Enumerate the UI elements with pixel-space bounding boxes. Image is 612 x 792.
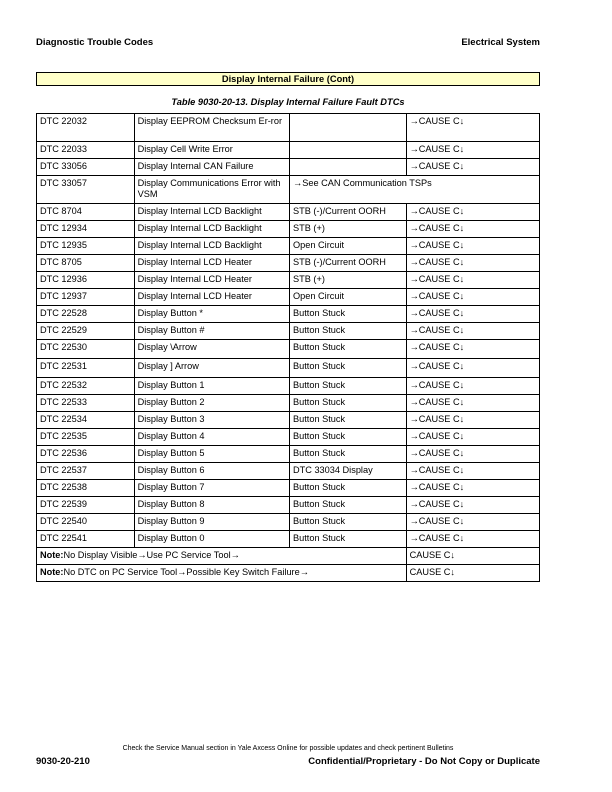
dtc-condition-cell: Open Circuit <box>290 238 407 255</box>
dtc-action-cell: →CAUSE C↓ <box>406 323 539 340</box>
table-row <box>37 142 540 159</box>
dtc-action-cell: →CAUSE C↓ <box>406 446 539 463</box>
dtc-condition-cell: STB (+) <box>290 272 407 289</box>
note-action-cell: CAUSE C↓ <box>406 548 539 565</box>
table-row <box>37 359 540 378</box>
dtc-code-cell: DTC 12937 <box>37 289 135 306</box>
dtc-action-cell: →CAUSE C↓ <box>406 306 539 323</box>
dtc-condition-cell: STB (-)/Current OORH <box>290 255 407 272</box>
dtc-description-cell: Display Button 4 <box>134 429 289 446</box>
table-row <box>37 497 540 514</box>
dtc-description-cell: Display EEPROM Checksum Er-ror <box>134 114 289 142</box>
note-row <box>37 565 540 582</box>
dtc-description-cell: Display Button 6 <box>134 463 289 480</box>
dtc-code-cell: DTC 33056 <box>37 159 135 176</box>
table-row <box>37 429 540 446</box>
table-row <box>37 446 540 463</box>
dtc-condition-cell: Open Circuit <box>290 289 407 306</box>
dtc-description-cell: Display Button 0 <box>134 531 289 548</box>
note-label: Note: <box>40 567 64 577</box>
table-row <box>37 255 540 272</box>
page-number: 9030-20-210 <box>36 756 90 767</box>
dtc-condition-cell: Button Stuck <box>290 340 407 359</box>
footer-note: Check the Service Manual section in Yale Axcess Online for possible updates and check pertinent Bulletins <box>122 745 454 752</box>
section-banner: Display Internal Failure (Cont) <box>36 72 540 86</box>
dtc-action-cell: →CAUSE C↓ <box>406 142 539 159</box>
dtc-condition-cell: Button Stuck <box>290 306 407 323</box>
dtc-code-cell: DTC 22535 <box>37 429 135 446</box>
dtc-condition-cell: Button Stuck <box>290 531 407 548</box>
dtc-action-cell: →CAUSE C↓ <box>406 289 539 306</box>
dtc-action-cell: →CAUSE C↓ <box>406 359 539 378</box>
table-row <box>37 306 540 323</box>
table-row <box>37 159 540 176</box>
dtc-description-cell: Display Communications Error with VSM <box>134 176 289 204</box>
dtc-description-cell: Display \Arrow <box>134 340 289 359</box>
table-row <box>37 114 540 142</box>
dtc-code-cell: DTC 8704 <box>37 204 135 221</box>
dtc-code-cell: DTC 22033 <box>37 142 135 159</box>
dtc-code-cell: DTC 12934 <box>37 221 135 238</box>
dtc-description-cell: Display Internal LCD Heater <box>134 272 289 289</box>
dtc-condition-cell: Button Stuck <box>290 378 407 395</box>
dtc-action-cell: →CAUSE C↓ <box>406 429 539 446</box>
table-row <box>37 323 540 340</box>
dtc-code-cell: DTC 22534 <box>37 412 135 429</box>
header-section-title: Diagnostic Trouble Codes <box>36 37 154 48</box>
dtc-code-cell: DTC 22531 <box>37 359 135 378</box>
dtc-action-cell: →CAUSE C↓ <box>406 272 539 289</box>
dtc-code-cell: DTC 22528 <box>37 306 135 323</box>
dtc-code-cell: DTC 22533 <box>37 395 135 412</box>
dtc-code-cell: DTC 22530 <box>37 340 135 359</box>
dtc-action-cell: →CAUSE C↓ <box>406 463 539 480</box>
dtc-action-cell: →CAUSE C↓ <box>406 531 539 548</box>
dtc-description-cell: Display Button 8 <box>134 497 289 514</box>
dtc-code-cell: DTC 22537 <box>37 463 135 480</box>
table-row <box>37 221 540 238</box>
dtc-action-cell: →CAUSE C↓ <box>406 497 539 514</box>
dtc-description-cell: Display Button 5 <box>134 446 289 463</box>
dtc-action-cell: →CAUSE C↓ <box>406 238 539 255</box>
dtc-code-cell: DTC 22536 <box>37 446 135 463</box>
dtc-condition-cell: Button Stuck <box>290 497 407 514</box>
note-cell <box>37 565 407 582</box>
dtc-code-cell: DTC 22541 <box>37 531 135 548</box>
dtc-description-cell: Display Button 1 <box>134 378 289 395</box>
dtc-table <box>36 113 540 582</box>
table-row <box>37 412 540 429</box>
table-row <box>37 238 540 255</box>
dtc-condition-cell <box>290 114 407 142</box>
dtc-code-cell: DTC 22032 <box>37 114 135 142</box>
dtc-action-cell: →CAUSE C↓ <box>406 159 539 176</box>
dtc-code-cell: DTC 33057 <box>37 176 135 204</box>
dtc-condition-cell: Button Stuck <box>290 514 407 531</box>
header-chapter-title: Electrical System <box>461 37 540 48</box>
dtc-description-cell: Display Internal CAN Failure <box>134 159 289 176</box>
confidential-notice: Confidential/Proprietary - Do Not Copy or Duplicate <box>308 756 540 767</box>
dtc-action-cell: →CAUSE C↓ <box>406 395 539 412</box>
dtc-condition-cell: Button Stuck <box>290 359 407 378</box>
dtc-condition-cell <box>290 142 407 159</box>
dtc-action-cell: →CAUSE C↓ <box>406 221 539 238</box>
note-action-cell: CAUSE C↓ <box>406 565 539 582</box>
dtc-action-cell: →CAUSE C↓ <box>406 412 539 429</box>
table-caption: Table 9030-20-13. Display Internal Failure Fault DTCs <box>171 97 405 107</box>
dtc-action-cell: →See CAN Communication TSPs <box>290 176 540 204</box>
dtc-condition-cell: Button Stuck <box>290 323 407 340</box>
dtc-code-cell: DTC 12936 <box>37 272 135 289</box>
note-cell <box>37 548 407 565</box>
table-row <box>37 378 540 395</box>
dtc-description-cell: Display Cell Write Error <box>134 142 289 159</box>
dtc-condition-cell: Button Stuck <box>290 412 407 429</box>
dtc-action-cell: →CAUSE C↓ <box>406 114 539 142</box>
note-text: No Display Visible→Use PC Service Tool→ <box>63 550 240 560</box>
table-row <box>37 204 540 221</box>
table-row <box>37 463 540 480</box>
dtc-condition-cell: Button Stuck <box>290 395 407 412</box>
table-row <box>37 531 540 548</box>
dtc-action-cell: →CAUSE C↓ <box>406 480 539 497</box>
dtc-description-cell: Display Button 7 <box>134 480 289 497</box>
dtc-action-cell: →CAUSE C↓ <box>406 340 539 359</box>
table-row <box>37 289 540 306</box>
dtc-condition-cell: Button Stuck <box>290 429 407 446</box>
table-row <box>37 514 540 531</box>
dtc-description-cell: Display Button 9 <box>134 514 289 531</box>
dtc-code-cell: DTC 22532 <box>37 378 135 395</box>
dtc-condition-cell: Button Stuck <box>290 480 407 497</box>
dtc-code-cell: DTC 8705 <box>37 255 135 272</box>
table-row <box>37 176 540 204</box>
dtc-description-cell: Display Button * <box>134 306 289 323</box>
dtc-description-cell: Display Internal LCD Backlight <box>134 238 289 255</box>
table-row <box>37 395 540 412</box>
dtc-description-cell: Display Internal LCD Heater <box>134 289 289 306</box>
dtc-code-cell: DTC 12935 <box>37 238 135 255</box>
table-row <box>37 272 540 289</box>
dtc-description-cell: Display Internal LCD Backlight <box>134 204 289 221</box>
dtc-condition-cell: DTC 33034 Display <box>290 463 407 480</box>
dtc-description-cell: Display ] Arrow <box>134 359 289 378</box>
dtc-action-cell: →CAUSE C↓ <box>406 378 539 395</box>
dtc-code-cell: DTC 22529 <box>37 323 135 340</box>
dtc-condition-cell: Button Stuck <box>290 446 407 463</box>
dtc-action-cell: →CAUSE C↓ <box>406 514 539 531</box>
dtc-action-cell: →CAUSE C↓ <box>406 255 539 272</box>
dtc-description-cell: Display Internal LCD Backlight <box>134 221 289 238</box>
dtc-description-cell: Display Button 2 <box>134 395 289 412</box>
note-label: Note: <box>40 550 64 560</box>
dtc-description-cell: Display Button 3 <box>134 412 289 429</box>
dtc-code-cell: DTC 22539 <box>37 497 135 514</box>
dtc-condition-cell: STB (+) <box>290 221 407 238</box>
dtc-code-cell: DTC 22538 <box>37 480 135 497</box>
dtc-action-cell: →CAUSE C↓ <box>406 204 539 221</box>
dtc-description-cell: Display Button # <box>134 323 289 340</box>
table-row <box>37 480 540 497</box>
dtc-code-cell: DTC 22540 <box>37 514 135 531</box>
table-row <box>37 340 540 359</box>
note-text: No DTC on PC Service Tool→Possible Key Switch Failure→ <box>63 567 309 577</box>
dtc-condition-cell: STB (-)/Current OORH <box>290 204 407 221</box>
dtc-description-cell: Display Internal LCD Heater <box>134 255 289 272</box>
note-row <box>37 548 540 565</box>
dtc-condition-cell <box>290 159 407 176</box>
